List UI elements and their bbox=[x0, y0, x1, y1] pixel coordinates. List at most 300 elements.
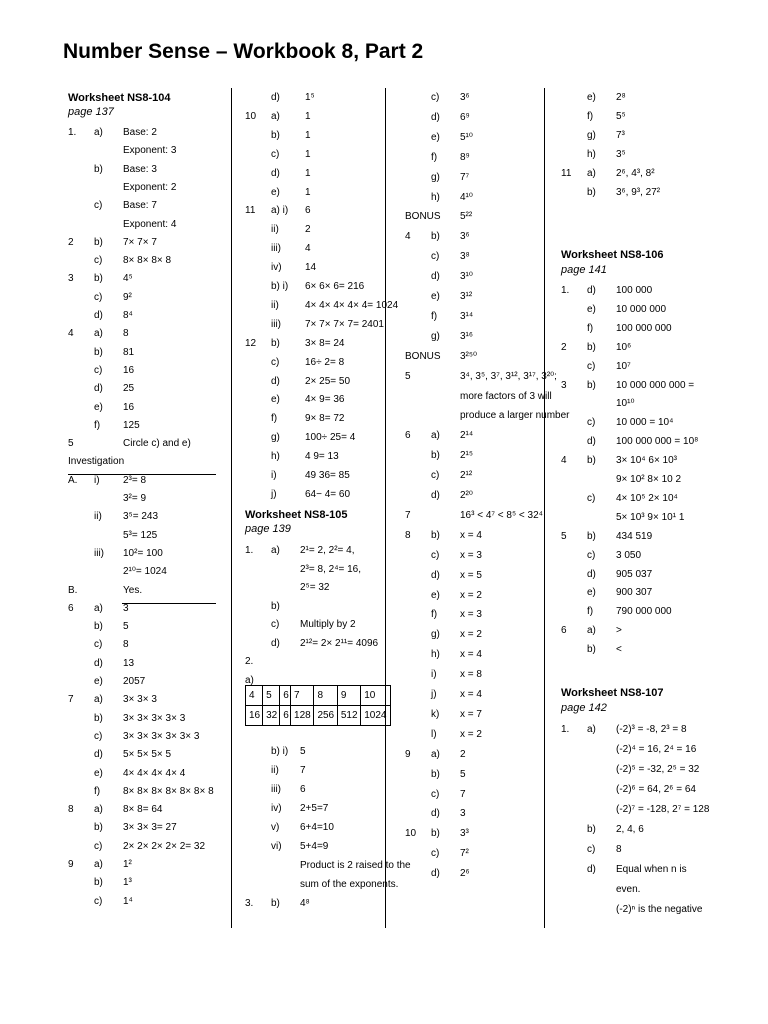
item-number: BONUS bbox=[405, 350, 441, 362]
table-cell: 10 bbox=[361, 686, 391, 706]
answer-text: 1² bbox=[123, 859, 132, 870]
item-number: 9 bbox=[68, 859, 74, 870]
answer-text: 3× 3× 3× 3× 3× 3 bbox=[123, 730, 200, 742]
answer-text: 4× 4× 4× 4× 4= 1024 bbox=[305, 299, 399, 311]
answer-text: 1 bbox=[305, 167, 311, 179]
item-number: 5 bbox=[68, 438, 74, 450]
divider-line bbox=[68, 474, 216, 475]
answer-text: 2⁶ bbox=[460, 868, 470, 880]
answer-text: 1 bbox=[305, 186, 311, 198]
item-part: d) bbox=[94, 749, 103, 761]
answer-text: 2× 25= 50 bbox=[305, 375, 351, 387]
answer-text: 3× 3× 3 bbox=[123, 694, 157, 706]
answer-text: 7× 7× 7 bbox=[123, 236, 157, 248]
item-part: k) bbox=[431, 708, 440, 720]
answer-text: 3⁶, 9³, 27² bbox=[616, 187, 661, 198]
item-part: j) bbox=[431, 689, 437, 700]
item-part: iv) bbox=[271, 262, 282, 274]
item-part: b) bbox=[94, 236, 103, 248]
answer-text: 7 bbox=[300, 765, 306, 776]
answer-text: sum of the exponents. bbox=[300, 879, 399, 890]
item-part: c) bbox=[587, 360, 596, 372]
item-part: f) bbox=[587, 111, 594, 122]
item-number: 5 bbox=[405, 370, 411, 382]
item-part: a) i) bbox=[271, 205, 289, 217]
item-part: iii) bbox=[271, 784, 281, 795]
worksheet-heading: Worksheet NS8-105 bbox=[245, 509, 348, 521]
item-part: a) bbox=[587, 625, 596, 637]
answer-text: 7² bbox=[460, 848, 469, 860]
answer-text: Base: 2 bbox=[123, 127, 157, 138]
item-part: b) bbox=[587, 530, 596, 542]
item-part: a) bbox=[587, 724, 596, 735]
item-part: b) bbox=[94, 346, 103, 358]
item-part: b) bbox=[431, 828, 440, 840]
answer-text: 8× 8= 64 bbox=[123, 804, 163, 816]
answer-text: 10 000 000 000 = bbox=[616, 379, 695, 391]
item-part: d) bbox=[94, 657, 103, 669]
item-part: b) bbox=[271, 129, 280, 141]
item-number: 9 bbox=[405, 748, 411, 760]
item-part: d) bbox=[94, 310, 103, 321]
answer-text: 4× 4× 4× 4× 4 bbox=[123, 767, 186, 779]
worksheet-heading: Worksheet NS8-104 bbox=[68, 92, 171, 104]
worksheet-heading: Worksheet NS8-106 bbox=[561, 249, 664, 261]
item-part: b) bbox=[94, 163, 103, 175]
item-part: d) bbox=[431, 808, 440, 820]
table-cell: 7 bbox=[291, 686, 314, 706]
answer-text: 5 bbox=[300, 746, 306, 757]
answer-text: 2¹= 2, 2²= 4, bbox=[300, 545, 355, 556]
answer-text: 125 bbox=[123, 419, 140, 431]
answer-text: 100 000 000 bbox=[616, 322, 672, 334]
answer-text: x = 4 bbox=[460, 689, 482, 700]
item-part: a) bbox=[431, 430, 440, 442]
item-part: a) bbox=[94, 127, 103, 138]
item-part: e) bbox=[587, 587, 596, 599]
item-number: 4 bbox=[68, 328, 74, 340]
answer-text: 6⁹ bbox=[460, 111, 470, 123]
answer-text: Exponent: 4 bbox=[123, 218, 177, 230]
answer-text: 900 307 bbox=[616, 587, 653, 599]
answer-text: 16 bbox=[123, 401, 135, 413]
answer-text: 7× 7× 7× 7= 2401 bbox=[305, 318, 384, 330]
answer-text: 8⁴ bbox=[123, 310, 133, 321]
item-part: c) bbox=[587, 549, 596, 561]
answer-text: even. bbox=[616, 884, 641, 895]
item-part: a) bbox=[271, 110, 280, 122]
answer-text: 3²= 9 bbox=[123, 493, 147, 504]
answer-text: x = 3 bbox=[460, 609, 482, 621]
item-number: 7 bbox=[405, 509, 411, 521]
answer-text: 1⁵ bbox=[305, 92, 315, 103]
answer-text: 2+5=7 bbox=[300, 803, 329, 814]
answer-text: 16³ < 4⁷ < 8⁵ < 32⁴ bbox=[460, 509, 543, 521]
item-part: f) bbox=[431, 609, 438, 621]
item-part: iii) bbox=[271, 318, 281, 330]
item-number: 4 bbox=[561, 455, 567, 467]
item-part: iii) bbox=[94, 547, 104, 559]
answer-text: 8 bbox=[123, 328, 129, 340]
item-part: d) bbox=[431, 569, 440, 581]
item-number: 6 bbox=[68, 602, 74, 614]
item-part: l) bbox=[431, 728, 437, 740]
column-1 bbox=[68, 88, 228, 928]
item-number: 7 bbox=[68, 694, 74, 706]
item-part: c) bbox=[587, 417, 596, 429]
item-number: 1. bbox=[561, 724, 570, 735]
answer-text: Base: 7 bbox=[123, 200, 157, 212]
item-part: f) bbox=[431, 310, 438, 322]
table-cell: 4 bbox=[246, 686, 263, 706]
item-part: f) bbox=[587, 606, 594, 618]
answer-text: 10 000 = 10⁴ bbox=[616, 417, 674, 429]
answer-text: 3³ bbox=[460, 828, 469, 840]
answer-text: 3⁶ bbox=[460, 92, 470, 103]
answer-text: 5⁵ bbox=[616, 111, 626, 122]
answer-text: 3¹⁶ bbox=[460, 330, 474, 342]
table-cell: 6 bbox=[280, 706, 291, 726]
item-part: a) bbox=[271, 545, 280, 556]
item-part: g) bbox=[431, 171, 440, 183]
item-part: f) bbox=[94, 419, 101, 431]
item-part: b) bbox=[94, 712, 103, 724]
answer-text: (-2)⁶ = 64, 2⁶ = 64 bbox=[616, 784, 696, 795]
answer-text: (-2)ⁿ is the negative bbox=[616, 904, 703, 915]
item-part: b) bbox=[431, 231, 440, 243]
answer-text: 4⁸ bbox=[300, 898, 310, 909]
item-number: a) bbox=[245, 674, 254, 686]
item-part: e) bbox=[431, 131, 440, 143]
answer-text: 6+4=10 bbox=[300, 822, 334, 833]
answer-text: x = 2 bbox=[460, 629, 482, 641]
item-part: f) bbox=[271, 413, 278, 425]
answer-text: 6 bbox=[305, 205, 311, 217]
item-part: e) bbox=[94, 767, 103, 779]
item-part: b) bbox=[587, 824, 596, 835]
answer-text: 13 bbox=[123, 657, 135, 669]
item-part: d) bbox=[587, 285, 596, 296]
answer-text: 49 36= 85 bbox=[305, 470, 350, 481]
answer-text: x = 7 bbox=[460, 708, 482, 720]
item-number: 1. bbox=[561, 285, 570, 296]
answer-text: x = 4 bbox=[460, 529, 482, 541]
answer-text: Multiply by 2 bbox=[300, 619, 356, 630]
item-part: c) bbox=[94, 200, 103, 212]
item-number: 8 bbox=[405, 529, 411, 541]
answer-text: > bbox=[616, 625, 622, 637]
answer-text: Circle c) and e) bbox=[123, 438, 191, 450]
item-number: 10 bbox=[405, 828, 417, 840]
answer-text: 9× 10² 8× 10 2 bbox=[616, 474, 682, 485]
answer-text: 6× 6× 6= 216 bbox=[305, 281, 365, 292]
item-part: b) i) bbox=[271, 746, 289, 757]
item-part: d) bbox=[271, 375, 280, 387]
answer-text: 25 bbox=[123, 383, 135, 395]
item-part: a) bbox=[94, 859, 103, 870]
answer-text: 3 bbox=[460, 808, 466, 820]
item-number: 3 bbox=[68, 273, 74, 285]
answer-text: < bbox=[616, 644, 622, 656]
item-part: b) bbox=[94, 822, 103, 834]
answer-text: 3⁸ bbox=[460, 251, 470, 263]
item-number: 11 bbox=[245, 205, 256, 217]
answer-text: 5 bbox=[123, 621, 129, 633]
item-part: a) bbox=[94, 694, 103, 706]
item-part: g) bbox=[587, 130, 596, 141]
item-number: 11 bbox=[561, 168, 572, 179]
worksheet-page: page 142 bbox=[561, 702, 607, 714]
column-divider bbox=[231, 88, 232, 928]
answer-text: more factors of 3 will bbox=[460, 390, 552, 402]
answer-text: 10¹⁰ bbox=[616, 398, 635, 410]
item-number: Investigation bbox=[68, 456, 125, 468]
answer-text: 1 bbox=[305, 110, 311, 122]
answer-text: 10 000 000 bbox=[616, 303, 667, 315]
item-part: a) bbox=[587, 168, 596, 179]
item-part: b) bbox=[271, 600, 280, 612]
answer-text: 7 bbox=[460, 788, 466, 800]
worksheet-page: page 137 bbox=[68, 106, 114, 118]
item-part: vi) bbox=[271, 841, 282, 852]
answer-text: 3× 8= 24 bbox=[305, 337, 345, 349]
item-part: d) bbox=[271, 92, 280, 103]
answer-text: 3¹⁰ bbox=[460, 271, 473, 283]
item-part: c) bbox=[94, 895, 103, 907]
item-number: 2 bbox=[68, 236, 74, 248]
item-part: h) bbox=[271, 451, 280, 463]
answer-text: 4× 9= 36 bbox=[305, 394, 345, 406]
answer-text: 3× 3× 3= 27 bbox=[123, 822, 177, 834]
item-part: b) bbox=[94, 877, 103, 889]
item-part: b) bbox=[431, 768, 440, 780]
answer-text: 2³= 8 bbox=[123, 474, 147, 486]
answer-text: 10⁶ bbox=[616, 341, 632, 353]
table-cell: 128 bbox=[291, 706, 314, 726]
column-2 bbox=[245, 88, 411, 928]
answer-text: 10⁷ bbox=[616, 360, 631, 372]
answer-text: 2¹²= 2× 2¹¹= 4096 bbox=[300, 637, 379, 649]
table-cell: 256 bbox=[314, 706, 337, 726]
answer-text: (-2)⁴ = 16, 2⁴ = 16 bbox=[616, 744, 697, 755]
item-part: iv) bbox=[271, 803, 282, 814]
answer-text: 2⁸ bbox=[616, 92, 626, 103]
answer-text: 2⁶, 4³, 8² bbox=[616, 168, 655, 179]
powers-of-two-table bbox=[245, 685, 391, 726]
item-part: v) bbox=[271, 822, 280, 833]
item-part: h) bbox=[431, 191, 440, 203]
answer-text: (-2)⁵ = -32, 2⁵ = 32 bbox=[616, 764, 700, 775]
table-row bbox=[246, 686, 391, 706]
item-number: B. bbox=[68, 584, 78, 596]
answer-text: 3⁵ bbox=[616, 149, 626, 160]
item-part: h) bbox=[587, 149, 596, 160]
answer-text: 8⁹ bbox=[460, 151, 470, 163]
answer-text: 4× 10⁵ 2× 10⁴ bbox=[616, 492, 678, 504]
answer-text: 6 bbox=[300, 784, 306, 795]
answer-text: 5+4=9 bbox=[300, 841, 329, 852]
item-part: ii) bbox=[271, 765, 279, 776]
item-number: 5 bbox=[561, 530, 567, 542]
item-part: c) bbox=[94, 639, 103, 651]
table-cell: 9 bbox=[337, 686, 360, 706]
divider-line bbox=[122, 603, 216, 604]
item-part: f) bbox=[587, 322, 594, 334]
item-part: c) bbox=[431, 848, 440, 860]
answer-text: 4¹⁰ bbox=[460, 191, 473, 203]
answer-text: 64− 4= 60 bbox=[305, 488, 351, 500]
answer-text: (-2)⁷ = -128, 2⁷ = 128 bbox=[616, 804, 710, 815]
answer-text: Yes. bbox=[123, 584, 143, 596]
item-part: b) bbox=[94, 621, 103, 633]
answer-text: 3⁴, 3⁵, 3⁷, 3¹², 3¹⁷, 3²⁰; bbox=[460, 370, 557, 382]
answer-text: 100 000 000 = 10⁸ bbox=[616, 436, 699, 448]
item-part: c) bbox=[271, 148, 280, 160]
item-part: g) bbox=[431, 629, 440, 641]
item-number: 2. bbox=[245, 656, 254, 667]
answer-text: 3⁵= 243 bbox=[123, 511, 159, 523]
table-cell: 1024 bbox=[361, 706, 391, 726]
answer-text: 2¹⁰= 1024 bbox=[123, 566, 167, 578]
item-part: a) bbox=[94, 602, 103, 614]
item-part: c) bbox=[431, 92, 440, 103]
answer-text: 100 000 bbox=[616, 285, 653, 296]
item-part: c) bbox=[94, 291, 103, 303]
answer-text: 3¹⁴ bbox=[460, 310, 474, 322]
item-part: e) bbox=[94, 676, 103, 687]
item-part: e) bbox=[271, 186, 280, 198]
item-part: c) bbox=[94, 730, 103, 742]
answer-text: (-2)³ = -8, 2³ = 8 bbox=[616, 724, 687, 735]
item-part: b) i) bbox=[271, 281, 289, 292]
item-part: i) bbox=[271, 470, 277, 481]
answer-text: 81 bbox=[123, 346, 135, 358]
answer-text: 5¹⁰ bbox=[460, 131, 473, 143]
answer-text: 790 000 000 bbox=[616, 606, 672, 618]
answer-text: 2¹⁵ bbox=[460, 450, 474, 462]
answer-text: Exponent: 2 bbox=[123, 181, 177, 193]
answer-text: x = 8 bbox=[460, 669, 482, 681]
item-number: 1. bbox=[68, 127, 77, 138]
answer-text: 2¹² bbox=[460, 470, 473, 482]
answer-text: 905 037 bbox=[616, 568, 653, 580]
item-number: 6 bbox=[405, 430, 411, 442]
item-number: 12 bbox=[245, 337, 257, 349]
answer-text: 3 050 bbox=[616, 549, 642, 561]
item-part: j) bbox=[271, 488, 277, 500]
answer-text: 2³= 8, 2⁴= 16, bbox=[300, 563, 362, 575]
item-number: 8 bbox=[68, 804, 74, 816]
table-cell: 512 bbox=[337, 706, 360, 726]
answer-text: 7⁷ bbox=[460, 171, 470, 183]
item-part: b) bbox=[587, 644, 596, 656]
answer-text: 9² bbox=[123, 291, 132, 303]
answer-text: x = 2 bbox=[460, 728, 482, 740]
answer-text: Base: 3 bbox=[123, 163, 157, 175]
item-part: b) bbox=[431, 529, 440, 541]
item-part: b) bbox=[587, 187, 596, 198]
item-part: e) bbox=[94, 401, 103, 413]
page-title: Number Sense – Workbook 8, Part 2 bbox=[63, 40, 424, 63]
item-part: d) bbox=[431, 868, 440, 880]
item-part: f) bbox=[94, 785, 101, 797]
item-part: c) bbox=[431, 549, 440, 561]
worksheet-page: page 139 bbox=[245, 523, 291, 535]
answer-text: x = 2 bbox=[460, 589, 482, 601]
answer-text: 7³ bbox=[616, 130, 625, 141]
item-part: f) bbox=[431, 151, 438, 163]
answer-text: 5³= 125 bbox=[123, 529, 158, 541]
item-number: BONUS bbox=[405, 211, 441, 223]
answer-text: 2, 4, 6 bbox=[616, 824, 644, 835]
item-part: d) bbox=[431, 271, 440, 283]
answer-text: Equal when n is bbox=[616, 864, 687, 875]
item-part: ii) bbox=[271, 224, 279, 236]
item-part: c) bbox=[94, 840, 103, 852]
answer-text: 16 bbox=[123, 364, 135, 376]
answer-text: 3²⁵⁰ bbox=[460, 350, 478, 362]
answer-text: 1 bbox=[305, 148, 311, 160]
item-part: g) bbox=[431, 330, 440, 342]
answer-text: 16÷ 2= 8 bbox=[305, 356, 345, 368]
item-part: e) bbox=[271, 394, 280, 406]
item-part: d) bbox=[94, 383, 103, 395]
answer-text: 4⁵ bbox=[123, 273, 133, 285]
item-part: c) bbox=[431, 788, 440, 800]
answer-text: 8× 8× 8× 8 bbox=[123, 255, 172, 267]
item-part: b) bbox=[271, 898, 280, 909]
item-part: a) bbox=[94, 804, 103, 816]
answer-text: 8 bbox=[123, 639, 129, 651]
item-part: c) bbox=[431, 251, 440, 263]
item-part: d) bbox=[587, 436, 596, 448]
item-number: 3. bbox=[245, 898, 254, 909]
answer-text: 2²⁰ bbox=[460, 490, 473, 501]
table-cell: 6 bbox=[280, 686, 291, 706]
item-part: e) bbox=[431, 589, 440, 601]
answer-text: x = 3 bbox=[460, 549, 482, 561]
answer-text: 2¹⁴ bbox=[460, 430, 474, 442]
answer-text: 2 bbox=[305, 224, 311, 236]
item-number: 4 bbox=[405, 231, 411, 243]
answer-text: 3⁶ bbox=[460, 231, 470, 243]
item-number: 2 bbox=[561, 341, 567, 353]
table-cell: 32 bbox=[263, 706, 280, 726]
item-part: b) bbox=[587, 379, 596, 391]
answer-text: 1⁴ bbox=[123, 895, 133, 907]
item-part: d) bbox=[431, 490, 440, 501]
answer-text: 5 bbox=[460, 768, 466, 780]
item-part: c) bbox=[587, 492, 596, 504]
answer-text: 1³ bbox=[123, 877, 132, 889]
answer-text: 3× 10⁴ 6× 10³ bbox=[616, 455, 678, 467]
answer-text: 2057 bbox=[123, 676, 146, 687]
answer-text: 9× 8= 72 bbox=[305, 413, 345, 425]
answer-text: x = 5 bbox=[460, 569, 482, 581]
item-part: c) bbox=[94, 255, 103, 267]
item-part: d) bbox=[587, 864, 596, 875]
item-part: b) bbox=[271, 337, 280, 349]
item-part: c) bbox=[587, 844, 596, 855]
item-part: b) bbox=[94, 273, 103, 285]
answer-text: 2× 2× 2× 2× 2= 32 bbox=[123, 840, 206, 852]
item-number: A. bbox=[68, 474, 78, 486]
table-cell: 5 bbox=[263, 686, 280, 706]
item-part: d) bbox=[271, 167, 280, 179]
answer-text: 14 bbox=[305, 262, 317, 274]
item-part: i) bbox=[94, 474, 100, 486]
answer-text: 8 bbox=[616, 844, 622, 855]
